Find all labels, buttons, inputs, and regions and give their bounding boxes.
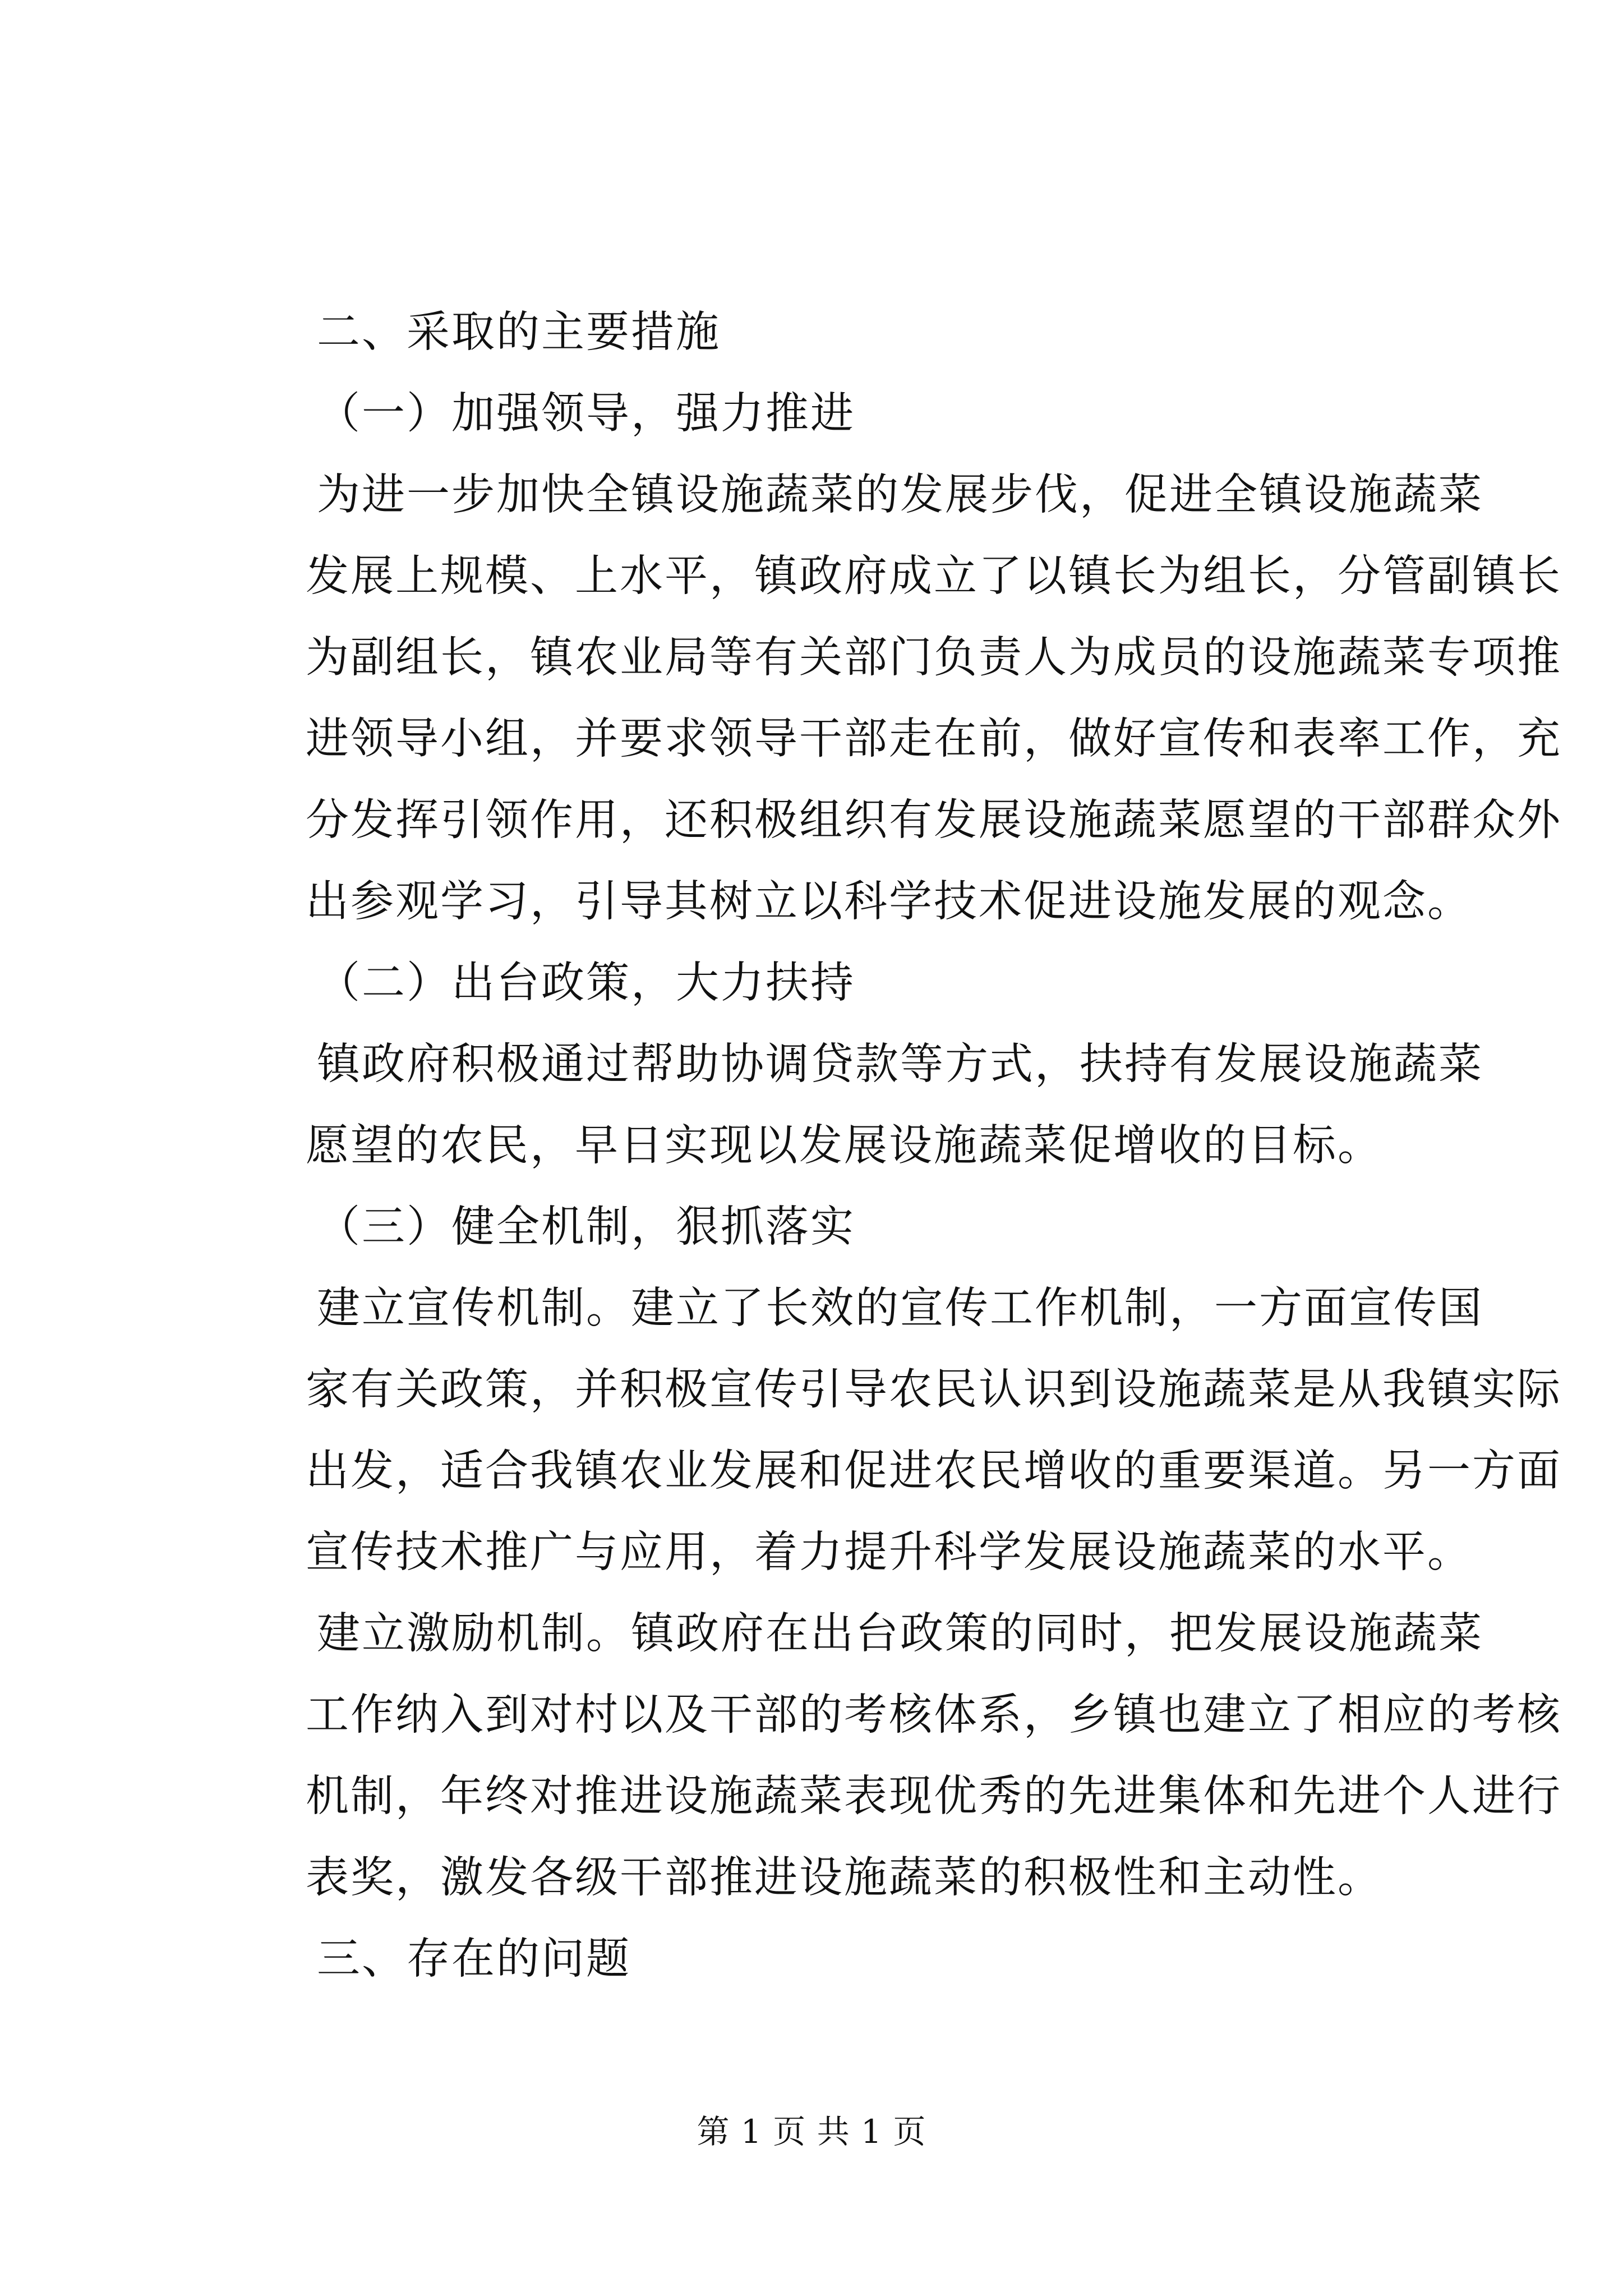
paragraph-line: 镇政府积极通过帮助协调贷款等方式，扶持有发展设施蔬菜 [317, 1039, 1483, 1089]
paragraph-line: 工作纳入到对村以及干部的考核体系，乡镇也建立了相应的考核 [306, 1690, 1562, 1740]
paragraph-line: 建立激励机制。镇政府在出台政策的同时，把发展设施蔬菜 [317, 1609, 1483, 1659]
paragraph-line: 进领导小组，并要求领导干部走在前，做好宣传和表率工作，充 [306, 714, 1562, 764]
document-body [306, 292, 1562, 2000]
page-number-footer: 第 1 页 共 1 页 [697, 2113, 926, 2151]
section-heading-measures: 二、采取的主要措施 [317, 307, 721, 357]
paragraph-line: 愿望的农民，早日实现以发展设施蔬菜促增收的目标。 [306, 1121, 1382, 1171]
paragraph-line: 宣传技术推广与应用，着力提升科学发展设施蔬菜的水平。 [306, 1527, 1472, 1577]
subheading-mechanism: （三）健全机制，狠抓落实 [317, 1202, 855, 1252]
paragraph-line: 建立宣传机制。建立了长效的宣传工作机制，一方面宣传国 [317, 1283, 1483, 1333]
paragraph-line: 为进一步加快全镇设施蔬菜的发展步伐，促进全镇设施蔬菜 [317, 470, 1483, 520]
paragraph-line: 表奖，激发各级干部推进设施蔬菜的积极性和主动性。 [306, 1853, 1382, 1903]
paragraph-line: 家有关政策，并积极宣传引导农民认识到设施蔬菜是从我镇实际 [306, 1365, 1562, 1415]
paragraph-line: 机制，年终对推进设施蔬菜表现优秀的先进集体和先进个人进行 [306, 1772, 1562, 1821]
section-heading-problems: 三、存在的问题 [317, 1934, 631, 1984]
paragraph-line: 出发，适合我镇农业发展和促进农民增收的重要渠道。另一方面 [306, 1446, 1562, 1496]
paragraph-line: 出参观学习，引导其树立以科学技术促进设施发展的观念。 [306, 877, 1472, 927]
paragraph-line: 为副组长，镇农业局等有关部门负责人为成员的设施蔬菜专项推 [306, 633, 1562, 683]
subheading-leadership: （一）加强领导，强力推进 [317, 389, 855, 439]
paragraph-line: 分发挥引领作用，还积极组织有发展设施蔬菜愿望的干部群众外 [306, 795, 1562, 845]
paragraph-line: 发展上规模、上水平，镇政府成立了以镇长为组长，分管副镇长 [306, 551, 1562, 601]
subheading-policy: （二）出台政策，大力扶持 [317, 958, 855, 1008]
